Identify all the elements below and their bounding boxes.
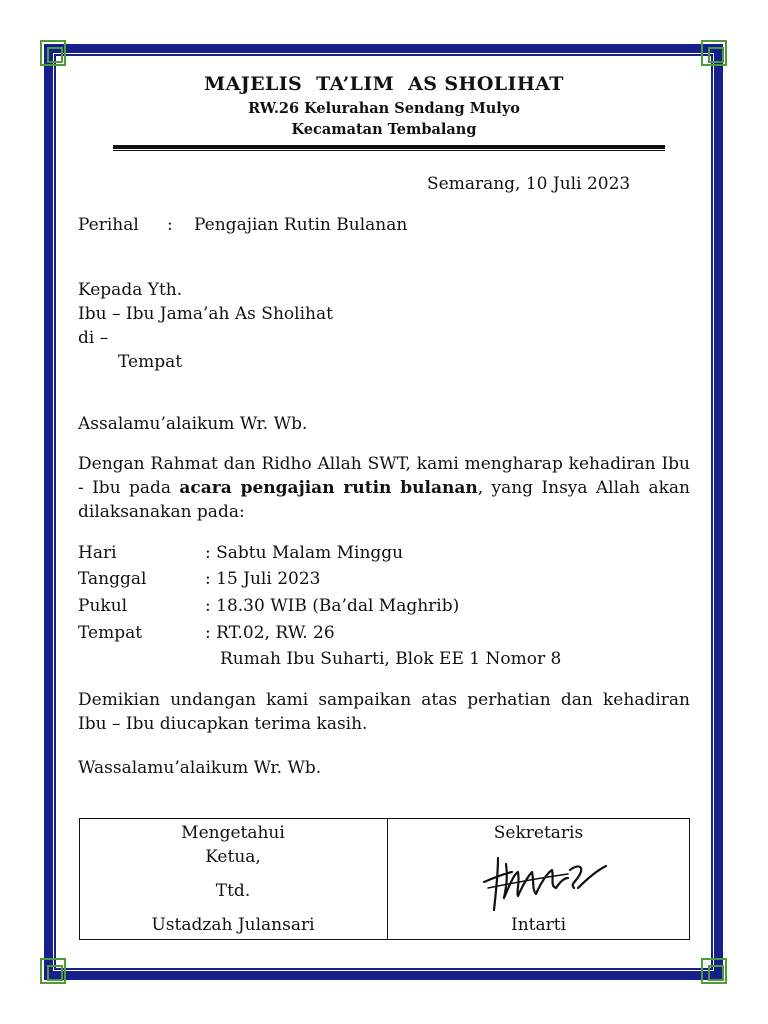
- detail-value-tanggal: : 15 Juli 2023: [205, 569, 321, 589]
- approval-label: Mengetahui: [181, 823, 285, 843]
- signed-marker: Ttd.: [215, 881, 251, 901]
- opening-text-bold: acara pengajian rutin bulanan: [179, 478, 478, 498]
- farewell: Wassalamu’alaikum Wr. Wb.: [78, 758, 322, 778]
- address-line-1: RW.26 Kelurahan Sendang Mulyo: [248, 100, 520, 117]
- detail-label-hari: Hari: [78, 543, 117, 563]
- address-line-2: Kecamatan Tembalang: [291, 121, 477, 138]
- closing-paragraph: Demikian undangan kami sampaikan atas perhatian dan kehadiran Ibu – Ibu diucapkan terima kasih.: [78, 690, 690, 734]
- secretary-name: Intarti: [510, 915, 567, 935]
- secretary-title: Sekretaris: [493, 823, 584, 843]
- recipient-line-4: Tempat: [118, 352, 183, 372]
- corner-ornament-top-left: [40, 40, 66, 66]
- chairperson-title: Ketua,: [205, 847, 261, 867]
- corner-ornament-top-right: [701, 40, 727, 66]
- detail-label-tanggal: Tanggal: [78, 569, 147, 589]
- detail-value-pukul: : 18.30 WIB (Ba’dal Maghrib): [205, 596, 460, 616]
- handwritten-signature: [478, 848, 610, 918]
- detail-value-tempat: : RT.02, RW. 26: [205, 623, 335, 643]
- opening-paragraph: [78, 452, 690, 524]
- organization-name: MAJELIS TA’LIM AS SHOLIHAT: [204, 73, 564, 95]
- chairperson-name: Ustadzah Julansari: [151, 915, 315, 935]
- subject-label: Perihal: [78, 215, 139, 235]
- recipient-line-1: Kepada Yth.: [78, 280, 183, 300]
- greeting: Assalamu’alaikum Wr. Wb.: [78, 414, 308, 434]
- recipient-line-2: Ibu – Ibu Jama’ah As Sholihat: [78, 304, 333, 324]
- opening-text-after: , yang Insya Allah akan dilaksanakan pada:: [78, 478, 690, 522]
- recipient-line-3: di –: [78, 328, 109, 348]
- corner-ornament-bottom-left: [40, 958, 66, 984]
- subject-value: Pengajian Rutin Bulanan: [194, 215, 408, 235]
- place-date: Semarang, 10 Juli 2023: [427, 174, 631, 194]
- detail-label-pukul: Pukul: [78, 596, 128, 616]
- detail-location: Rumah Ibu Suharti, Blok EE 1 Nomor 8: [220, 649, 562, 669]
- detail-value-hari: : Sabtu Malam Minggu: [205, 543, 404, 563]
- header-divider-thin: [113, 150, 665, 151]
- header-divider-thick: [113, 145, 665, 149]
- subject-colon: :: [167, 215, 173, 235]
- detail-label-tempat: Tempat: [78, 623, 143, 643]
- corner-ornament-bottom-right: [701, 958, 727, 984]
- opening-text-before: Dengan Rahmat dan Ridho Allah SWT, kami mengharap kehadiran Ibu - Ibu pada: [78, 454, 690, 498]
